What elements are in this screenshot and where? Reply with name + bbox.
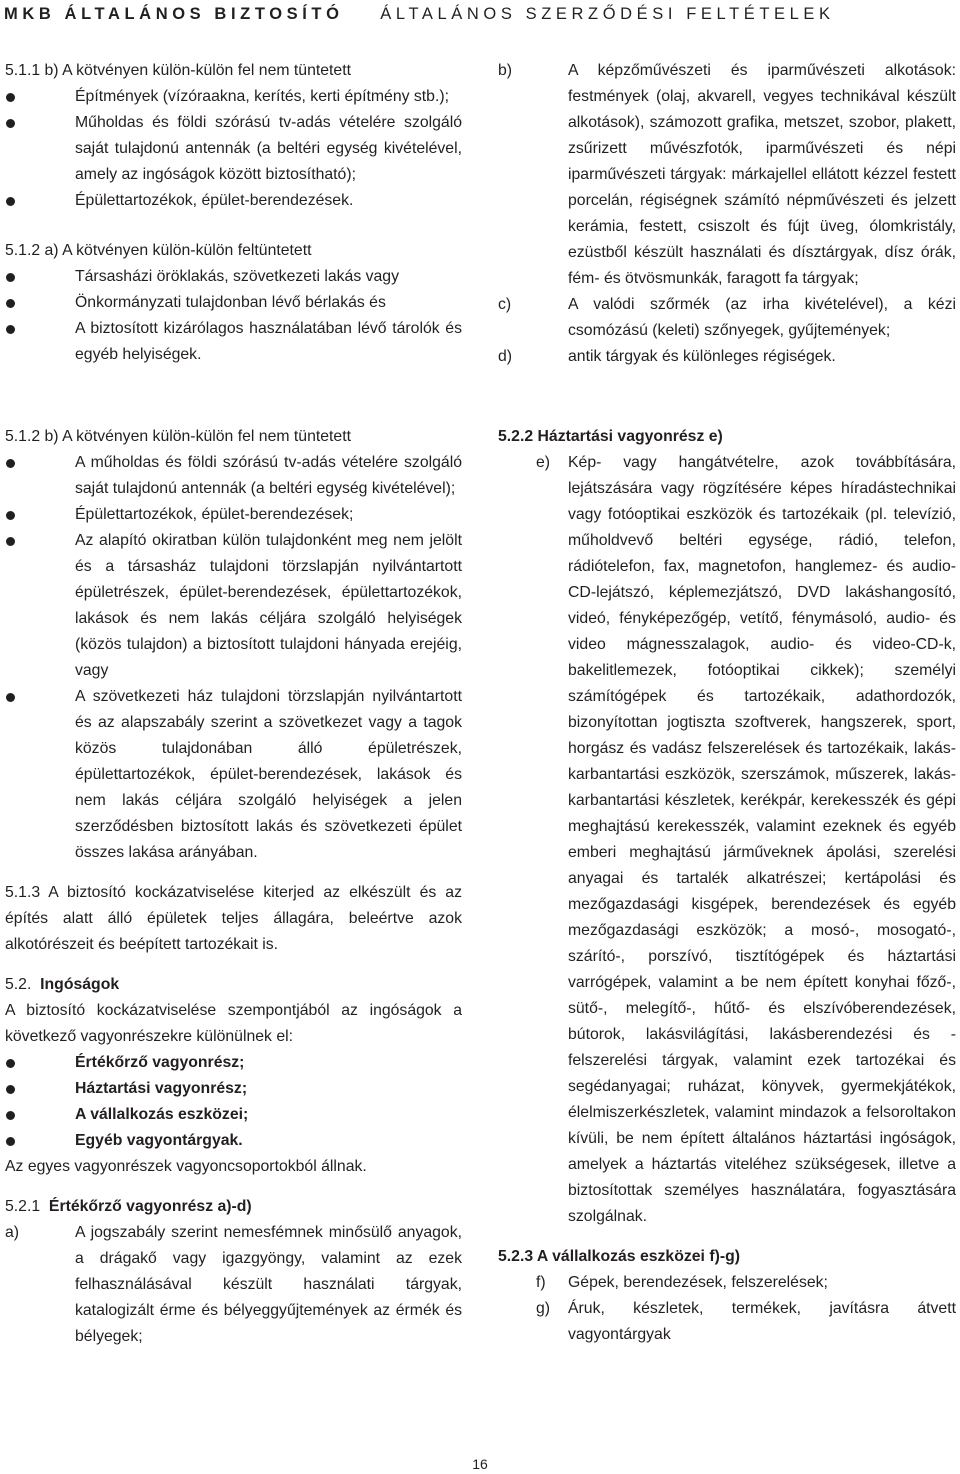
section-5-2-2 (498, 424, 956, 1230)
section-5-2-1 (5, 1194, 462, 1350)
bullet-icon (6, 119, 15, 128)
section-heading: 5.2.2 Háztartási vagyonrész e) (498, 428, 723, 445)
section-intro: A biztosító kockázatviselése szempontjából az ingóságok a következő vagyonrészekre különülnek el: (5, 1002, 462, 1045)
bullet-icon (6, 511, 15, 520)
bullet-item: Építmények (vízóraakna, kerítés, kerti építmény stb.); (5, 84, 462, 110)
section-5-2 (5, 972, 462, 1180)
section-heading: 5.1.1 b) A kötvényen külön-külön fel nem tüntetett (5, 62, 351, 79)
bullet-item: Műholdas és földi szórású tv-adás vételére szolgáló saját tulajdonú antennák (a beltéri egység kivételével, amely az ingóságok között biztosítható); (5, 110, 462, 188)
section-outro: Az egyes vagyonrészek vagyoncsoportokból állnak. (5, 1158, 367, 1175)
list-label: b) (498, 62, 513, 79)
bullet-item: A szövetkezeti ház tulajdoni törzslapján nyilvántartott és az alapszabály szerint a szövetkezet vagy a tagok közös tulajdonában álló épületrészek, épülettartozékok, épület-berendezések, lakások és nem lakás céljára szolgáló helyiségek a jelen szerződésben biztosított lakás és szövetkezeti épület összes lakása arányában. (5, 684, 462, 866)
bullet-icon (6, 325, 15, 334)
page-header (0, 0, 960, 28)
right-column-lower (498, 424, 956, 1348)
bullet-item: Háztartási vagyonrész; (5, 1076, 462, 1102)
bullet-icon (6, 459, 15, 468)
section-5-1-1-b (5, 58, 462, 214)
bullet-icon (6, 299, 15, 308)
list-label: g) (536, 1300, 551, 1317)
list-item: g) Áruk, készletek, termékek, javításra átvett vagyontárgyak (498, 1296, 956, 1348)
bullet-item: Egyéb vagyontárgyak. (5, 1128, 462, 1154)
bullet-icon (6, 1059, 15, 1068)
bullet-icon (6, 93, 15, 102)
bullet-icon (6, 273, 15, 282)
section-heading: 5.1.2 b) A kötvényen külön-külön fel nem tüntetett (5, 428, 351, 445)
header-company: MKB ÁLTALÁNOS BIZTOSÍTÓ (4, 5, 344, 23)
section-heading: 5.2.1 Értékőrző vagyonrész a)-d) (5, 1198, 252, 1215)
right-column (498, 58, 956, 370)
left-column (5, 58, 462, 368)
list-item: f) Gépek, berendezések, felszerelések; (498, 1270, 956, 1296)
list-item: e) Kép- vagy hangátvételre, azok továbbítására, lejátszására vagy rögzítésére képes híradástechnikai vagy fotóoptikai eszközök és tartozékaik (pl. televízió, műholdvevő beltéri egysége, rádió, telefon, rádiótelefon, fax, magnetofon, hanglemez- és audio-CD-lejátszó, képlemezjátszó, DVD lakáshangosító, videó, fényképezőgép, vetítő, fénymásoló, audio- és video mágnesszalagok, audio- és video-CD-k, bakelitlemezek, fotóoptikai cikkek); személyi számítógépek és tartozékaik, adathordozók, bizonyítottan jogtiszta szoftverek, hangszerek, sport, horgász és vadász felszerelések és tartozékaik, lakás-karbantartási eszközök, szerszámok, műszerek, lakás-karbantartási készletek, kerékpár, kerekesszék és gépi meghajtású kerekesszék, valamint ezeknek és egyéb emberi meghajtású járműveknek ápolási, szerelési anyagai és tartalék alkatrészei; kertápolási és mezőgazdasági kisgépek, berendezések és egyéb mezőgazdasági eszközök; a mosó-, mosogató-, szárító-, porszívó, tisztítógépek és háztartási varrógépek, valamint a be nem épített konyhai főző-, sütő-, melegítő-, hűtő- és elszívóberendezések, bútorok, lakásvilágítási, lakásberendezési és -felszerelési tárgyak, valamint ezek tartozékai és segédanyagai; ruházat, könyvek, gyermekjátékok, élelmiszerkészletek, valamint mindazok a felsoroltakon kívüli, be nem épített általános háztartási ingóságok, amelyek a háztartás viteléhez szükségesek, illetve a biztosítottak személyes használatára, fogyasztására szolgálnak. (498, 450, 956, 1230)
list-label: f) (536, 1274, 546, 1291)
bullet-item: A vállalkozás eszközei; (5, 1102, 462, 1128)
bullet-item: Épülettartozékok, épület-berendezések; (5, 502, 462, 528)
list-item: d) antik tárgyak és különleges régiségek. (498, 344, 956, 370)
bullet-item: A műholdas és földi szórású tv-adás vételére szolgáló saját tulajdonú antennák (a beltéri egység kivételével); (5, 450, 462, 502)
bullet-item: Épülettartozékok, épület-berendezések. (5, 188, 462, 214)
list-label: a) (5, 1224, 20, 1241)
bullet-icon (6, 1137, 15, 1146)
list-label: c) (498, 296, 512, 313)
section-heading: 5.2. Ingóságok (5, 976, 120, 993)
left-column-lower (5, 424, 462, 1350)
list-item: a) A jogszabály szerint nemesfémnek minősülő anyagok, a drágakő vagy igazgyöngy, valamint az ezek felhasználásával készült használati tárgyak, katalogizált érme és bélyeggyűjtemények az érmék és bélyegek; (5, 1220, 462, 1350)
section-5-1-2-a (5, 238, 462, 368)
bullet-icon (6, 1111, 15, 1120)
header-document-title: ÁLTALÁNOS SZERZŐDÉSI FELTÉTELEK (380, 5, 835, 23)
section-5-2-3 (498, 1244, 956, 1348)
bullet-icon (6, 693, 15, 702)
section-heading: 5.2.3 A vállalkozás eszközei f)-g) (498, 1248, 741, 1265)
list-item: c) A valódi szőrmék (az irha kivételével), a kézi csomózású (keleti) szőnyegek, gyűjtemények; (498, 292, 956, 344)
section-5-1-2-b (5, 424, 462, 866)
list-label: e) (536, 454, 551, 471)
list-item: b) A képzőművészeti és iparművészeti alkotások: festmények (olaj, akvarell, vegyes technikával készült alkotások), számozott grafika, metszet, szobor, plakett, zsűrizett művészfotók, iparművészeti és népi iparművészeti tárgyak: márkajellel ellátott kézzel festett porcelán, régiségnek számító népművészeti és jelzett kerámia, festett, csiszolt és fújt üveg, ólomkristály, ezüstből készült használati és dísztárgyak, dísz órák, fém- és ötvösmunkák, faragott fa tárgyak; (498, 58, 956, 292)
bullet-item: Az alapító okiratban külön tulajdonként meg nem jelölt és a társasház tulajdoni törzslapján nyilvántartott épületrészek, épület-berendezések, épülettartozékok, lakások és nem lakás céljára szolgáló helyiségek (közös tulajdon) a biztosított tulajdoni hányada erejéig, vagy (5, 528, 462, 684)
bullet-item: Önkormányzati tulajdonban lévő bérlakás és (5, 290, 462, 316)
bullet-item: Értékőrző vagyonrész; (5, 1050, 462, 1076)
bullet-item: A biztosított kizárólagos használatában lévő tárolók és egyéb helyiségek. (5, 316, 462, 368)
bullet-icon (6, 537, 15, 546)
bullet-item: Társasházi öröklakás, szövetkezeti lakás vagy (5, 264, 462, 290)
page-number: 16 (472, 1456, 488, 1472)
section-heading: 5.1.2 a) A kötvényen külön-külön feltüntetett (5, 242, 312, 259)
bullet-icon (6, 197, 15, 206)
section-5-1-3: 5.1.3 A biztosító kockázatviselése kiterjed az elkészült és az építés alatt álló épületek teljes állagára, beleértve azok alkotórészeit és beépített tartozékait is. (5, 884, 462, 953)
bullet-icon (6, 1085, 15, 1094)
list-label: d) (498, 348, 513, 365)
